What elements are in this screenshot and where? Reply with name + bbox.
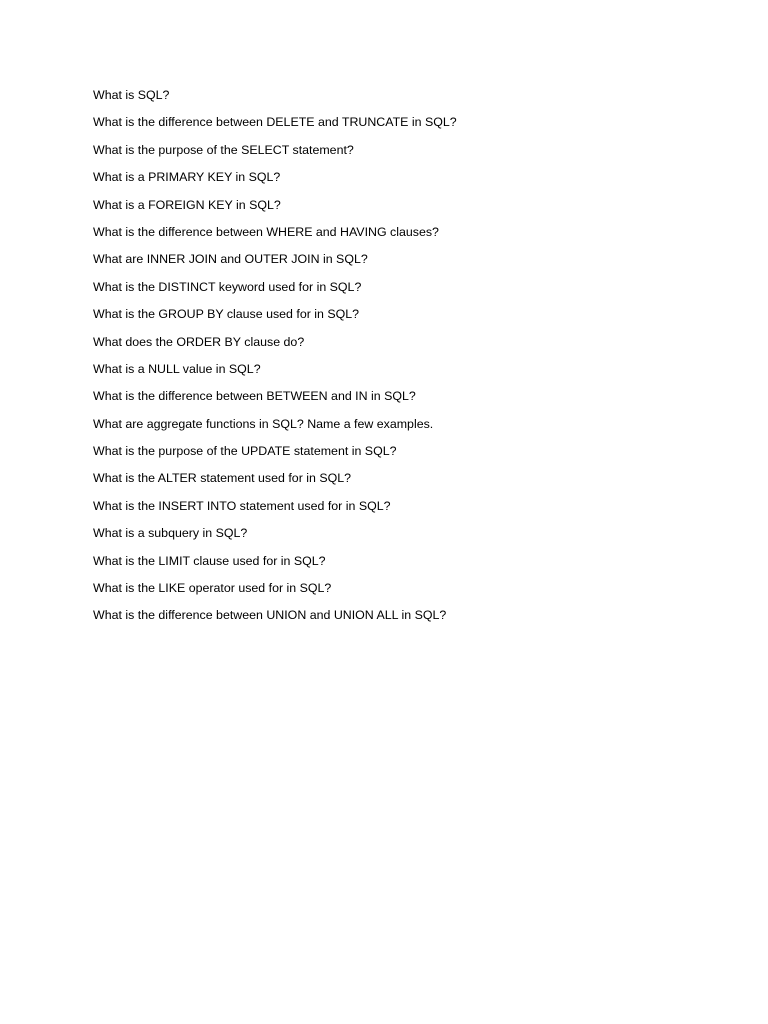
question-item: What is the ALTER statement used for in SQL? xyxy=(93,471,352,486)
question-item: What is a NULL value in SQL? xyxy=(93,361,261,376)
question-item: What is the difference between WHERE and HAVING clauses? xyxy=(93,224,439,239)
question-item: What is a subquery in SQL? xyxy=(93,526,248,541)
question-item: What is the GROUP BY clause used for in SQL? xyxy=(93,307,360,322)
question-item: What is the DISTINCT keyword used for in SQL? xyxy=(93,279,362,294)
question-item: What is the difference between DELETE and TRUNCATE in SQL? xyxy=(93,115,457,130)
question-item: What is the difference between UNION and UNION ALL in SQL? xyxy=(93,608,447,623)
question-item: What is the purpose of the UPDATE statement in SQL? xyxy=(93,444,397,459)
question-item: What does the ORDER BY clause do? xyxy=(93,334,305,349)
question-item: What is the LIKE operator used for in SQL? xyxy=(93,581,332,596)
question-item: What is a PRIMARY KEY in SQL? xyxy=(93,170,281,185)
question-item: What is the LIMIT clause used for in SQL? xyxy=(93,553,326,568)
question-item: What is SQL? xyxy=(93,88,170,102)
question-item: What is the purpose of the SELECT statement? xyxy=(93,142,354,157)
question-item: What is the INSERT INTO statement used for in SQL? xyxy=(93,498,391,513)
question-item: What are INNER JOIN and OUTER JOIN in SQL? xyxy=(93,252,368,267)
question-item: What are aggregate functions in SQL? Name a few examples. xyxy=(93,416,434,431)
question-item: What is a FOREIGN KEY in SQL? xyxy=(93,197,281,212)
question-item: What is the difference between BETWEEN and IN in SQL? xyxy=(93,389,416,404)
question-list xyxy=(93,86,457,634)
